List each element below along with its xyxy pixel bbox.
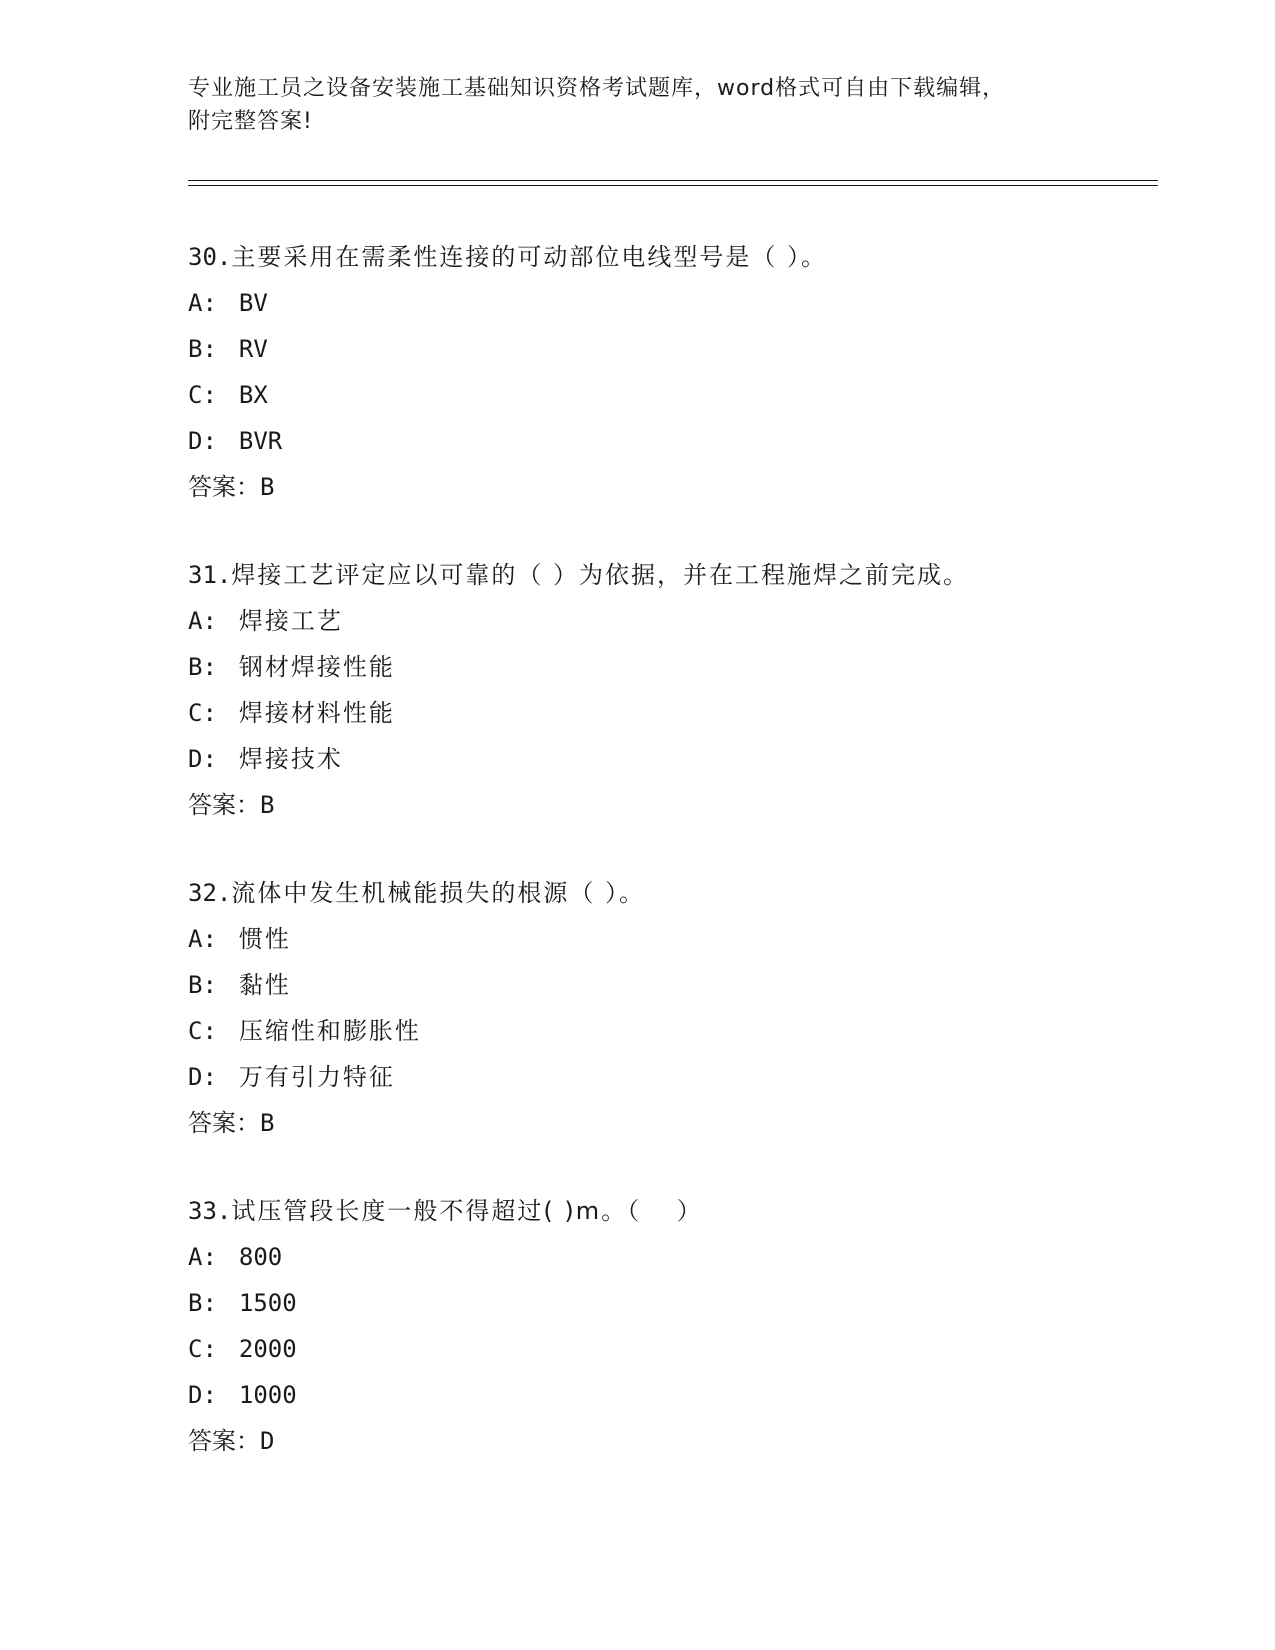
header-line-2: 附完整答案! [188, 109, 313, 134]
option-a [188, 916, 1168, 962]
document-header [188, 72, 1088, 138]
option-c [188, 690, 1168, 736]
option-text: BX [238, 381, 268, 409]
option-letter: D: [188, 1381, 217, 1409]
question-33 [188, 1188, 1168, 1464]
header-divider-bottom [188, 185, 1158, 186]
option-letter: D: [188, 745, 217, 773]
question-text: 流体中发生机械能损失的根源（ ）。 [231, 879, 645, 907]
option-b [188, 1280, 1168, 1326]
header-divider-top [188, 180, 1158, 181]
option-letter: B: [188, 1289, 217, 1317]
option-text: 惯性 [238, 925, 291, 953]
option-c [188, 1326, 1168, 1372]
option-b [188, 326, 1168, 372]
option-text: 800 [238, 1243, 283, 1271]
option-text: 压缩性和膨胀性 [238, 1017, 421, 1045]
option-text: 焊接材料性能 [238, 699, 395, 727]
option-text: BVR [238, 427, 283, 455]
answer-line [188, 782, 1168, 828]
option-letter: A: [188, 1243, 217, 1271]
option-letter: C: [188, 1335, 217, 1363]
option-a [188, 280, 1168, 326]
option-c [188, 1008, 1168, 1054]
question-number: 33. [188, 1197, 232, 1225]
question-number: 31. [188, 561, 232, 589]
option-text: 2000 [238, 1335, 297, 1363]
option-b [188, 644, 1168, 690]
option-letter: C: [188, 1017, 217, 1045]
answer-value: B [260, 791, 275, 819]
option-text: 焊接技术 [238, 745, 343, 773]
question-stem [188, 870, 1168, 916]
question-32 [188, 870, 1168, 1146]
option-letter: C: [188, 381, 217, 409]
answer-line [188, 464, 1168, 510]
option-letter: B: [188, 971, 217, 999]
option-d [188, 736, 1168, 782]
option-text: 万有引力特征 [238, 1063, 395, 1091]
question-31 [188, 552, 1168, 828]
answer-value: B [260, 473, 275, 501]
question-text: 主要采用在需柔性连接的可动部位电线型号是（ ）。 [231, 243, 827, 271]
option-text: 1000 [238, 1381, 297, 1409]
option-letter: A: [188, 289, 217, 317]
answer-label: 答案： [188, 473, 260, 501]
question-stem [188, 552, 1168, 598]
option-letter: C: [188, 699, 217, 727]
header-line-1: 专业施工员之设备安装施工基础知识资格考试题库，word格式可自由下载编辑， [188, 76, 1006, 101]
answer-label: 答案： [188, 791, 260, 819]
option-a [188, 1234, 1168, 1280]
option-letter: B: [188, 335, 217, 363]
option-text: 1500 [238, 1289, 297, 1317]
option-letter: B: [188, 653, 217, 681]
option-text: BV [238, 289, 268, 317]
answer-label: 答案： [188, 1427, 260, 1455]
question-stem [188, 234, 1168, 280]
option-letter: A: [188, 607, 217, 635]
question-stem [188, 1188, 1168, 1234]
option-d [188, 1372, 1168, 1418]
option-text: 黏性 [238, 971, 291, 999]
answer-value: B [260, 1109, 275, 1137]
option-b [188, 962, 1168, 1008]
question-number: 32. [188, 879, 232, 907]
option-d [188, 418, 1168, 464]
question-number: 30. [188, 243, 232, 271]
question-text: 焊接工艺评定应以可靠的（ ）为依据，并在工程施焊之前完成。 [231, 561, 969, 589]
option-text: RV [238, 335, 268, 363]
question-text: 试压管段长度一般不得超过( )m。（ ） [231, 1197, 703, 1225]
option-d [188, 1054, 1168, 1100]
option-letter: A: [188, 925, 217, 953]
option-letter: D: [188, 1063, 217, 1091]
option-a [188, 598, 1168, 644]
option-text: 钢材焊接性能 [238, 653, 395, 681]
option-text: 焊接工艺 [238, 607, 343, 635]
answer-label: 答案： [188, 1109, 260, 1137]
answer-line [188, 1418, 1168, 1464]
option-c [188, 372, 1168, 418]
answer-value: D [260, 1427, 275, 1455]
answer-line [188, 1100, 1168, 1146]
question-30 [188, 234, 1168, 510]
option-letter: D: [188, 427, 217, 455]
